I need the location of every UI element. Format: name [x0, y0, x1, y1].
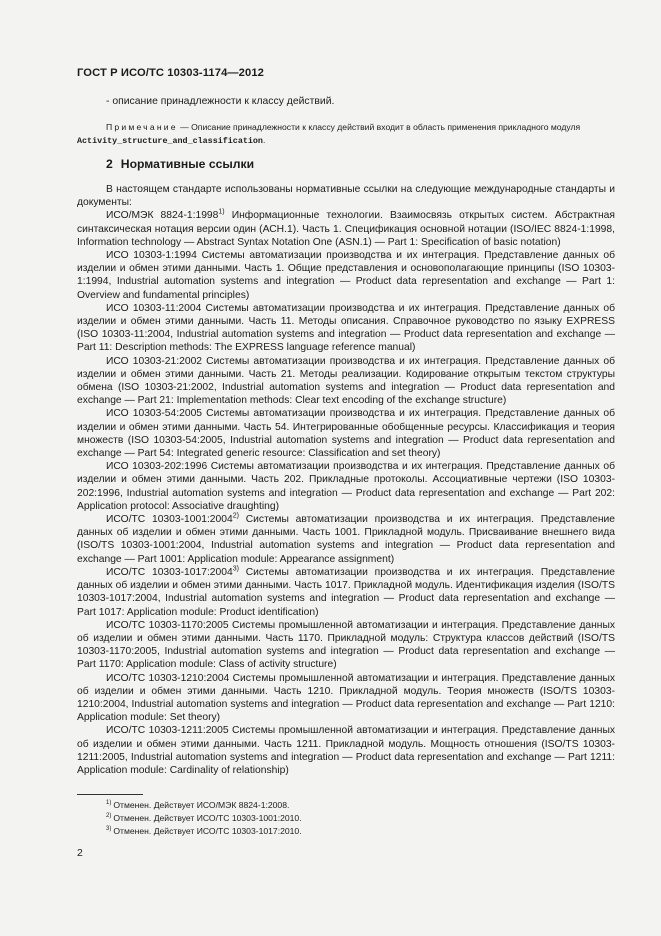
reference-code: ИСО 10303-54:2005	[106, 408, 203, 420]
reference-text: Системы промышленной автоматизации и интеграция. Представление данных об изделии и обмен этими данными. Часть 1210. Прикладной модуль. Теория множеств (ISO/TS 10303-1210:2004, Industrial automation systems and integration — Product data representation and exchange — Part 1210: Application module: Set theory)	[77, 672, 615, 724]
references-body	[77, 183, 615, 777]
reference-code: ИСО 10303-1:1994	[106, 250, 197, 262]
footnote-number: 1)	[106, 800, 112, 807]
footnote-mark: 1)	[218, 208, 225, 216]
footnote-text: Отменен. Действует ИСО/ТС 10303-1001:2010.	[113, 813, 302, 823]
reference-item	[77, 302, 615, 355]
reference-item	[77, 619, 615, 672]
footnote	[106, 799, 302, 812]
reference-text: Системы автоматизации производства и их интеграция. Представление данных об изделии и обмен этими данными. Часть 1. Общие представления и основополагающие принципы (ISO 10303-1:1994, Industrial automation systems and integration — Product data representation and exchange — Part 1: Overview and fundamental principles)	[77, 250, 615, 301]
footnotes	[106, 799, 302, 838]
page-number: 2	[77, 848, 83, 859]
footnote-number: 2)	[106, 813, 112, 820]
reference-item	[77, 407, 615, 460]
reference-item	[77, 209, 615, 249]
reference-item	[77, 249, 615, 302]
reference-item	[77, 513, 615, 566]
reference-item	[77, 672, 615, 725]
footnote-divider	[77, 794, 143, 795]
reference-code: ИСО/ТС 10303-1170:2005	[106, 619, 229, 631]
footnote-mark: 3)	[232, 565, 239, 573]
reference-text: Системы автоматизации производства и их интеграция. Представление данных об изделии и обмен этими данными. Часть 1017. Прикладной модуль. Идентификация изделия (ISO/TS 10303-1017:2004, Industrial automation systems and integration — Product data representation and exchange — Part 1017: Application module: Product identification)	[77, 566, 615, 618]
footnote-number: 3)	[106, 826, 112, 833]
section-title: Нормативные ссылки	[120, 157, 255, 171]
reference-text: Системы промышленной автоматизации и интеграция. Представление данных об изделии и обмен этими данными. Часть 1170. Прикладной модуль: Структура классов действий (ISO/TS 10303-1170:2005, Industrial automation systems and integration — Product data representation and exchange — Part 1170: Application module: Class of activity structure)	[77, 619, 615, 671]
reference-text: Системы автоматизации производства и их интеграция. Представление данных об изделии и обмен этими данными. Часть 54. Интегрированные обобщенные ресурсы. Классификация и теория множеств (ISO 10303-54:2005, Industrial automation systems and integration — Product data representation and exchange — Part 54: Integrated generic resource: Classification and set theory)	[77, 408, 615, 460]
footnote-text: Отменен. Действует ИСО/МЭК 8824-1:2008.	[113, 800, 290, 810]
section-heading	[106, 157, 254, 171]
footnote	[106, 825, 302, 838]
reference-text: Системы автоматизации производства и их интеграция. Представление данных об изделии и обмен этими данными. Часть 21. Методы реализации. Кодирование открытым текстом структуры обмена (ISO 10303-21:2002, Industrial automation systems and integration — Product data representation and exchange — Part 21: Implementation methods: Clear text encoding of the exchange structure)	[77, 355, 615, 407]
reference-code: ИСО/ТС 10303-1210:2004	[106, 672, 230, 684]
reference-item	[77, 566, 615, 619]
reference-code: ИСО 10303-11:2004	[106, 302, 202, 314]
note-text: Описание принадлежности к классу действий входит в область применения прикладного модуля	[191, 122, 581, 132]
note-module-name: Activity_structure_and_classification	[77, 135, 263, 146]
note-dash: —	[177, 122, 192, 132]
reference-text: Системы автоматизации производства и их интеграция. Представление данных об изделии и обмен этими данными. Часть 11. Методы описания. Справочное руководство по языку EXPRESS (ISO 10303-11:2004, Industrial automation systems and integration — Product data representation and exchange — Part 11: Description methods: The EXPRESS language reference manual)	[77, 302, 616, 354]
note-paragraph	[77, 121, 615, 147]
reference-code: ИСО/ТС 10303-1017:2004	[106, 566, 233, 578]
reference-text: Системы автоматизации производства и их интеграция. Представление данных об изделии и обмен этими данными. Часть 202. Прикладные протоколы. Ассоциативные чертежи (ISO 10303-202:1996, Industrial automation systems and integration — Product data representation and exchange — Part 202: Application protocol: Associative draughting)	[77, 461, 615, 512]
reference-code: ИСО/МЭК 8824-1:1998	[106, 210, 219, 222]
reference-text: Системы автоматизации производства и их интеграция. Представление данных об изделии и обмен этими данными. Часть 1001. Прикладной модуль. Присваивание внешнего вида (ISO/TS 10303-1001:2004, Industrial automation systems and integration — Product data representation and exchange — Part 1001: Application module: Appearance assignment)	[77, 514, 615, 565]
footnote-mark: 2)	[232, 512, 239, 520]
note-text-end: .	[262, 134, 266, 145]
footnote-text: Отменен. Действует ИСО/ТС 10303-1017:2010.	[113, 826, 302, 836]
footnote	[106, 812, 302, 825]
standard-header: ГОСТ Р ИСО/ТС 10303-1174—2012	[77, 67, 264, 79]
reference-item	[77, 460, 615, 513]
note-label: Примечание	[106, 122, 178, 132]
reference-code: ИСО/ТС 10303-1001:2004	[106, 514, 233, 526]
list-item: - описание принадлежности к классу действий.	[106, 96, 335, 107]
section-number: 2	[106, 157, 113, 171]
reference-item	[77, 724, 615, 777]
intro-paragraph: В настоящем стандарте использованы нормативные ссылки на следующие международные стандарты и документы:	[77, 184, 615, 209]
reference-code: ИСО 10303-21:2002	[106, 355, 203, 367]
reference-text: Системы промышленной автоматизации и интеграция. Представление данных об изделии и обмен этими данными. Часть 1211. Прикладной модуль. Мощность отношения (ISO/TS 10303-1211:2005, Industrial automation systems and integration — Product data representation and exchange — Part 1211: Application module: Cardinality of relationship)	[77, 725, 615, 776]
reference-text: Информационные технологии. Взаимосвязь открытых систем. Абстрактная синтаксическая нотация версии один (АСН.1). Часть 1. Спецификация основной нотации (ISO/IEC 8824-1:1998, Information technology — Abstract Syntax Notation One (ASN.1) — Part 1: Specification of basic notation)	[77, 210, 615, 248]
reference-code: ИСО 10303-202:1996	[106, 461, 208, 473]
reference-item	[77, 355, 615, 408]
reference-code: ИСО/ТС 10303-1211:2005	[106, 725, 229, 737]
